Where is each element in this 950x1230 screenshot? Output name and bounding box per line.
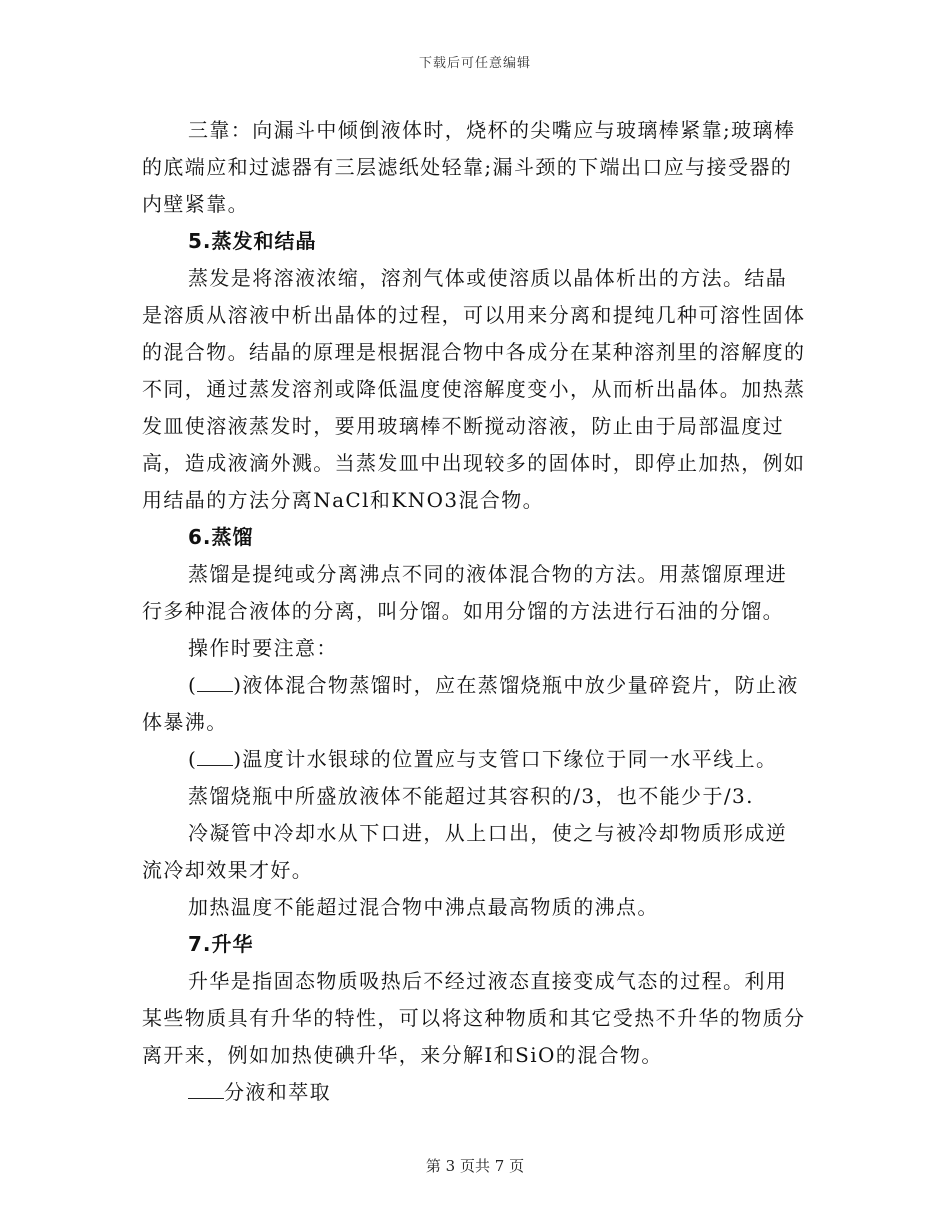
page-header: 下载后可任意编辑 <box>418 56 531 71</box>
blank-prefix: ( <box>188 747 198 771</box>
page-content <box>142 112 808 1111</box>
paragraph-notes-intro: 操作时要注意： <box>188 636 338 660</box>
fill-blank <box>197 743 233 766</box>
blank-suffix: )温度计水银球的位置应与支管口下缘位于同一水平线上。 <box>233 747 778 771</box>
paragraph-note-chips <box>142 667 808 741</box>
fill-blank <box>197 669 233 692</box>
page-footer: 第 3 页共 7 页 <box>425 1157 525 1175</box>
heading-evaporation-crystallization: 5.蒸发和结晶 <box>188 229 317 253</box>
paragraph-separation-extraction <box>142 1074 808 1111</box>
paragraph-distillation: 蒸馏是提纯或分离沸点不同的液体混合物的方法。用蒸馏原理进行多种混合液体的分离，叫分馏。如用分馏的方法进行石油的分馏。 <box>142 562 788 623</box>
paragraph-note-temperature: 加热温度不能超过混合物中沸点最高物质的沸点。 <box>188 895 659 919</box>
blank-suffix: 分液和萃取 <box>224 1080 331 1104</box>
paragraph-sublimation: 升华是指固态物质吸热后不经过液态直接变成气态的过程。利用某些物质具有升华的特性，可以将这种物质和其它受热不升华的物质分离开来，例如加热使碘升华，来分解I和SiO的混合物。 <box>142 969 806 1067</box>
paragraph-three-contacts: 三靠：向漏斗中倾倒液体时，烧杯的尖嘴应与玻璃棒紧靠;玻璃棒的底端应和过滤器有三层滤纸处轻靠;漏斗颈的下端出口应与接受器的内壁紧靠。 <box>142 118 796 216</box>
heading-distillation: 6.蒸馏 <box>188 525 254 549</box>
paragraph-note-volume: 蒸馏烧瓶中所盛放液体不能超过其容积的/3，也不能少于/3. <box>188 784 754 808</box>
blank-suffix: )液体混合物蒸馏时，应在蒸馏烧瓶中放少量碎瓷片，防止液体暴沸。 <box>142 673 799 734</box>
fill-blank <box>188 1076 224 1099</box>
paragraph-note-thermometer <box>142 741 808 778</box>
paragraph-evaporation: 蒸发是将溶液浓缩，溶剂气体或使溶质以晶体析出的方法。结晶是溶质从溶液中析出晶体的过程，可以用来分离和提纯几种可溶性固体的混合物。结晶的原理是根据混合物中各成分在某种溶剂里的溶解度的不同，通过蒸发溶剂或降低温度使溶解度变小，从而析出晶体。加热蒸发皿使溶液蒸发时，要用玻璃棒不断搅动溶液，防止由于局部温度过高，造成液滴外溅。当蒸发皿中出现较多的固体时，即停止加热，例如用结晶的方法分离NaCl和KNO3混合物。 <box>142 266 806 512</box>
paragraph-note-condenser: 冷凝管中冷却水从下口进，从上口出，使之与被冷却物质形成逆流冷却效果才好。 <box>142 821 788 882</box>
heading-sublimation: 7.升华 <box>188 932 254 956</box>
blank-prefix: ( <box>188 673 198 697</box>
